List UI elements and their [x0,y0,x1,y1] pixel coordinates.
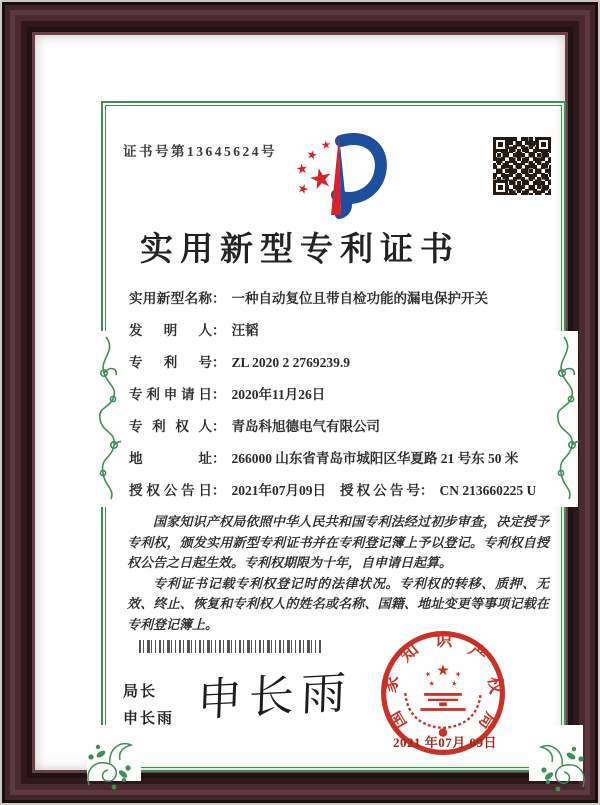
field-application-date: 专利申请日： 2020年11月26日 [129,383,569,415]
field-label: 实用新型名称 [129,291,212,306]
notice-paragraph-1: 国家知识产权局依照中华人民共和国专利法经过初步审查，决定授予专利权，颁发实用新型专利证书并在专利登记簿上予以登记。专利权自授权公告之日起生效。专利权期限为十年，自申请日起算。 [127,514,549,570]
seal-ring-text: 国家知识产权局 [379,629,507,735]
field-value: 266000 山东省青岛市城阳区华夏路 21 号东 50 米 [231,451,519,466]
notice-paragraph-2: 专利证书记载专利权登记时的法律状况。专利权的转移、质押、无效、终止、恢复和专利权人的姓名或名称、国籍、地址变更等事项记载在专利登记簿上。 [127,575,549,632]
field-grant-date-and-number: 授权公告日： 2021年07月09日 授权公告号： CN 213660225 U [129,479,569,511]
qr-finder-icon [493,137,508,152]
field-value: CN 213660225 U [439,483,537,498]
field-patentee: 专利权人： 青岛科旭德电气有限公司 [129,415,569,447]
director-name: 申长雨 [123,710,175,727]
svg-text:国家知识产权局 [379,630,507,734]
floral-corner-bottom-left-icon [83,737,137,791]
legal-notice [127,512,549,635]
field-value: 2020年11月26日 [231,387,326,402]
logo-stars [296,140,333,195]
field-value: 2021年07月09日 [231,483,326,498]
seal-date: 2021 年07月 09日 [392,735,497,750]
certificate-mat [35,35,565,770]
field-label: 授权公告号 [340,483,420,498]
field-value: 汪韬 [231,323,259,338]
field-value: ZL 2020 2 2769239.9 [231,355,351,370]
field-value: 一种自动复位且带自检功能的漏电保护开关 [231,291,488,306]
qr-code [493,137,551,195]
director-title: 局长 [123,683,158,700]
field-label: 授权公告日 [129,483,212,498]
floral-corner-bottom-right-icon [535,739,589,793]
certificate-fields [129,287,569,511]
certificate-number: 证书号第13645624号 [123,144,277,159]
director-block [123,678,174,732]
field-inventor: 发明人： 汪韬 [129,319,569,351]
field-label: 专利号 [129,355,212,370]
certificate-title: 实用新型专利证书 [140,232,460,268]
national-emblem-icon [405,664,480,737]
flourish-left-icon [91,335,121,501]
field-address: 地址： 266000 山东省青岛市城阳区华夏路 21 号东 50 米 [129,447,569,479]
field-label: 发明人 [129,323,212,338]
director-signature: 申长雨 [196,665,354,727]
qr-finder-icon [536,137,551,152]
field-utility-model-name: 实用新型名称： 一种自动复位且带自检功能的漏电保护开关 [129,287,569,319]
field-label: 专利权人 [129,419,212,434]
barcode [139,640,323,653]
cnipa-logo-icon [281,127,393,223]
qr-finder-icon [493,180,508,195]
logo-p-mark [331,135,381,215]
field-value: 青岛科旭德电气有限公司 [231,419,380,434]
field-label: 专利申请日 [129,387,212,402]
field-patent-number: 专利号： ZL 2020 2 2769239.9 [129,351,569,383]
field-label: 地址 [129,451,212,466]
